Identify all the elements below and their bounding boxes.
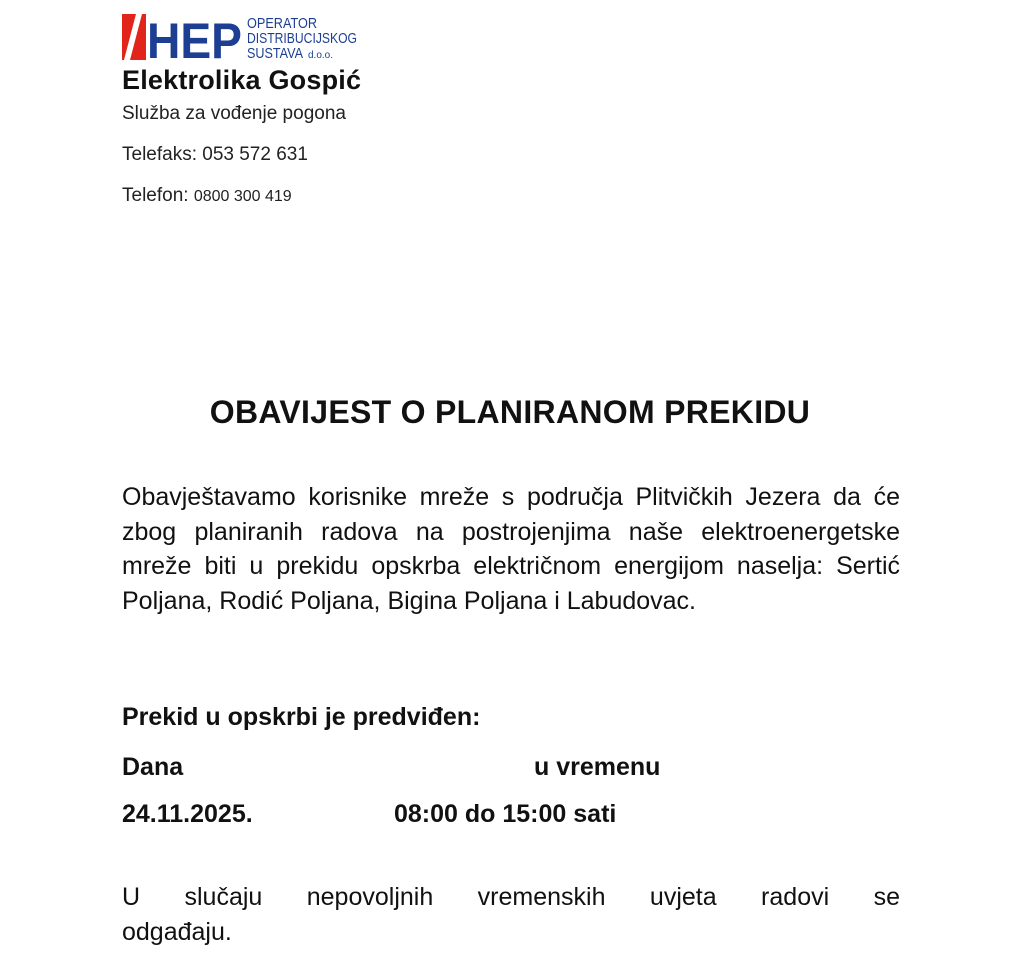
weather-note-line-1: U slučaju nepovoljnih vremenskih uvjeta radovi se [122, 883, 900, 911]
phone-number: 0800 300 419 [193, 188, 292, 205]
schedule-heading: Prekid u opskrbi je predviđen: [122, 703, 481, 731]
phone-line [122, 184, 292, 209]
fax-label: Telefaks: [122, 144, 197, 165]
fax-number: 053 572 631 [202, 144, 308, 165]
department-name: Služba za vođenje pogona [122, 103, 346, 124]
day-label: Dana [122, 753, 184, 781]
weather-note-line-2: odgađaju. [122, 917, 232, 946]
operator-line-2: DISTRIBUCIJSKOG [247, 30, 357, 47]
company-suffix: d.o.o. [308, 50, 334, 61]
notice-title: OBAVIJEST O PLANIRANOM PREKIDU [209, 394, 811, 430]
time-label: u vremenu [534, 753, 661, 781]
operator-line-3: SUSTAVA [247, 45, 303, 62]
company-name: Elektrolika Gospić [122, 65, 362, 95]
operator-line-1: OPERATOR [247, 15, 318, 32]
fax-line [122, 143, 308, 167]
outage-date: 24.11.2025. [122, 800, 253, 828]
phone-label: Telefon: [122, 185, 189, 206]
outage-time-range: 08:00 do 15:00 sati [394, 800, 617, 828]
logo-wordmark: HEP [147, 13, 242, 69]
weather-note [122, 880, 900, 949]
hep-logo [122, 13, 362, 69]
notice-body: Obavještavamo korisnike mreže s područja Plitvičkih Jezera da će zbog planiranih radova na postrojenjima naše elektroenergetske mreže biti u prekidu opskrba električnom energijom naselja: Sertić Poljana, Rodić Poljana, Bigina Poljana i Labudovac. [122, 483, 900, 615]
